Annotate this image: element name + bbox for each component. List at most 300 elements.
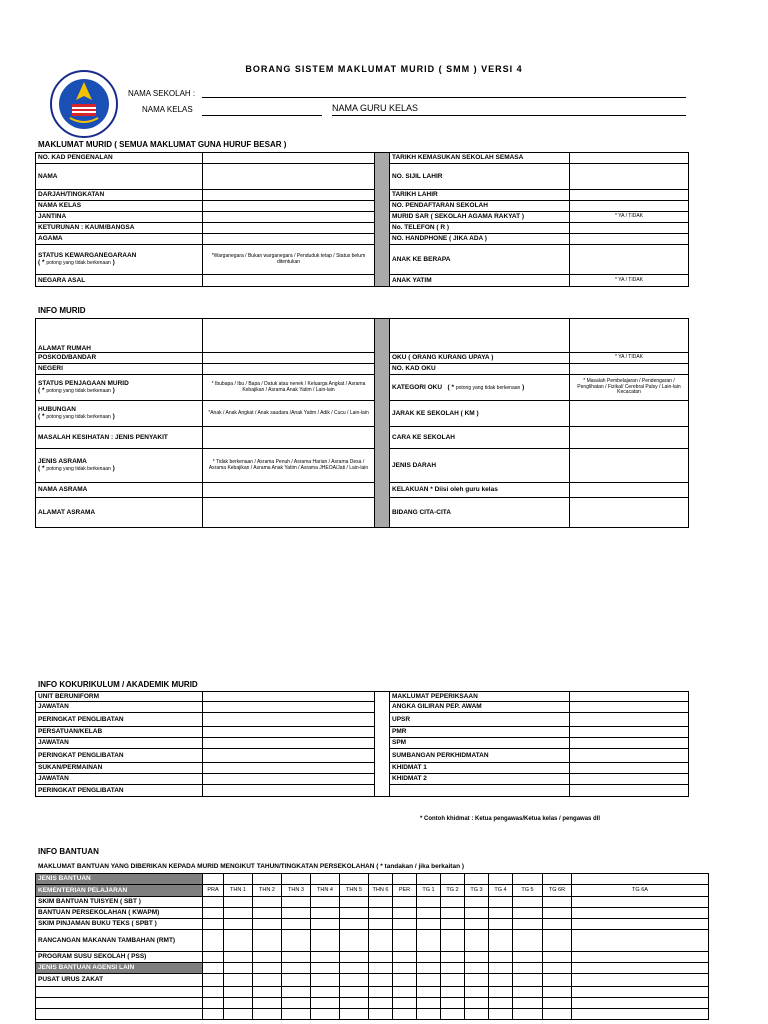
- alamat-asrama-field[interactable]: [203, 498, 375, 528]
- bantuan-checkbox-cell[interactable]: [311, 930, 340, 952]
- koku-right-field[interactable]: [570, 785, 689, 797]
- bantuan-row-label: SKIM BANTUAN TUISYEN ( SBT ): [36, 897, 203, 908]
- keturunan-field[interactable]: [203, 223, 375, 234]
- year-column-header: TG 5: [513, 885, 543, 897]
- bantuan-checkbox-cell[interactable]: [203, 963, 224, 974]
- bantuan-checkbox-cell[interactable]: [224, 919, 253, 930]
- sijil-lahir-label: NO. SIJIL LAHIR: [390, 164, 570, 190]
- jenis-asrama-options[interactable]: * Tidak berkenaan / Asrama Penuh / Asrama Harian / Asrama Desa / Asrama Kebajikan / Asrama Anak Yatim / Asrama JHEOA/Jati / Lain-lain: [203, 449, 375, 483]
- bantuan-checkbox-cell[interactable]: [465, 897, 489, 908]
- bantuan-checkbox-cell[interactable]: [253, 963, 282, 974]
- bantuan-checkbox-cell[interactable]: [253, 998, 282, 1009]
- alamat-asrama-label: ALAMAT ASRAMA: [36, 498, 203, 528]
- nama-kelas-label: NAMA KELAS: [142, 105, 193, 114]
- bantuan-checkbox-cell[interactable]: [513, 952, 543, 963]
- bantuan-checkbox-cell[interactable]: [369, 952, 393, 963]
- bantuan-checkbox-cell[interactable]: [543, 998, 572, 1009]
- bantuan-checkbox-cell[interactable]: [369, 930, 393, 952]
- darah-label: JENIS DARAH: [390, 449, 570, 483]
- tarikh-lahir-field[interactable]: [570, 190, 689, 201]
- bantuan-checkbox-cell[interactable]: [465, 974, 489, 987]
- bantuan-row-label: RANCANGAN MAKANAN TAMBAHAN (RMT): [36, 930, 203, 952]
- bantuan-checkbox-cell[interactable]: [572, 1009, 709, 1020]
- koku-right-field[interactable]: [570, 727, 689, 738]
- bantuan-checkbox-cell[interactable]: [465, 908, 489, 919]
- no-daftar-field[interactable]: [570, 201, 689, 212]
- bantuan-checkbox-cell[interactable]: [489, 998, 513, 1009]
- bantuan-checkbox-cell[interactable]: [340, 963, 369, 974]
- bantuan-checkbox-cell[interactable]: [417, 974, 441, 987]
- koku-left-label: PERINGKAT PENGLIBATAN: [36, 749, 203, 763]
- agensi-lain-label: JENIS BANTUAN AGENSI LAIN: [36, 963, 203, 974]
- agama-field[interactable]: [203, 234, 375, 245]
- year-column-header: THN 3: [282, 885, 311, 897]
- oku-option[interactable]: * YA / TIDAK: [570, 353, 689, 364]
- bantuan-checkbox-cell[interactable]: [513, 930, 543, 952]
- bantuan-checkbox-cell[interactable]: [393, 987, 417, 998]
- no-kad-oku-label: NO. KAD OKU: [390, 364, 570, 375]
- bantuan-checkbox-cell[interactable]: [465, 998, 489, 1009]
- bantuan-checkbox-cell[interactable]: [543, 930, 572, 952]
- year-column-header: TG 1: [417, 885, 441, 897]
- koku-right-empty[interactable]: [390, 785, 570, 797]
- negeri-field[interactable]: [203, 364, 375, 375]
- bantuan-checkbox-cell[interactable]: [340, 908, 369, 919]
- hubungan-options[interactable]: *Anak / Anak Angkat / Anak saudara /Anak Yatim / Adik / Cucu / Lain-lain: [203, 401, 375, 427]
- bantuan-checkbox-cell[interactable]: [417, 998, 441, 1009]
- anak-yatim-option[interactable]: * YA / TIDAK: [570, 275, 689, 287]
- koku-right-label: SPM: [390, 738, 570, 749]
- masalah-kesihatan-field[interactable]: [203, 427, 375, 449]
- murid-sar-option[interactable]: * YA / TIDAK: [570, 212, 689, 223]
- koku-right-label: ANGKA GILIRAN PEP. AWAM: [390, 702, 570, 713]
- bantuan-checkbox-cell[interactable]: [441, 897, 465, 908]
- nama-sekolah-field[interactable]: [202, 97, 686, 98]
- bantuan-checkbox-cell[interactable]: [311, 908, 340, 919]
- bantuan-checkbox-cell[interactable]: [203, 998, 224, 1009]
- koku-right-field[interactable]: [570, 702, 689, 713]
- bantuan-checkbox-cell[interactable]: [417, 963, 441, 974]
- bantuan-checkbox-cell[interactable]: [369, 987, 393, 998]
- bantuan-checkbox-cell[interactable]: [543, 919, 572, 930]
- bantuan-checkbox-cell[interactable]: [417, 874, 441, 885]
- koku-right-field[interactable]: [570, 763, 689, 774]
- bantuan-checkbox-cell[interactable]: [543, 874, 572, 885]
- bantuan-checkbox-cell[interactable]: [224, 963, 253, 974]
- year-column-header: THN 1: [224, 885, 253, 897]
- bantuan-checkbox-cell[interactable]: [369, 919, 393, 930]
- hubungan-label: HUBUNGAN ( * potong yang tidak berkenaan ): [36, 401, 203, 427]
- column-divider: [375, 153, 390, 287]
- bantuan-checkbox-cell[interactable]: [393, 1009, 417, 1020]
- bantuan-checkbox-cell[interactable]: [224, 952, 253, 963]
- bantuan-checkbox-cell[interactable]: [572, 974, 709, 987]
- bantuan-checkbox-cell[interactable]: [282, 987, 311, 998]
- bantuan-checkbox-cell[interactable]: [489, 874, 513, 885]
- bantuan-checkbox-cell[interactable]: [369, 998, 393, 1009]
- bantuan-checkbox-cell[interactable]: [340, 952, 369, 963]
- bantuan-checkbox-cell[interactable]: [253, 874, 282, 885]
- handphone-label: NO. HANDPHONE ( JIKA ADA ): [390, 234, 570, 245]
- year-column-header: THN 4: [311, 885, 340, 897]
- bantuan-checkbox-cell[interactable]: [203, 930, 224, 952]
- bantuan-checkbox-cell[interactable]: [340, 998, 369, 1009]
- bantuan-checkbox-cell[interactable]: [441, 987, 465, 998]
- bantuan-checkbox-cell[interactable]: [282, 930, 311, 952]
- bantuan-checkbox-cell[interactable]: [311, 897, 340, 908]
- bantuan-checkbox-cell[interactable]: [393, 998, 417, 1009]
- koku-left-field[interactable]: [203, 713, 375, 727]
- bantuan-checkbox-cell[interactable]: [489, 930, 513, 952]
- bantuan-checkbox-cell[interactable]: [489, 897, 513, 908]
- bantuan-checkbox-cell[interactable]: [543, 1009, 572, 1020]
- bantuan-checkbox-cell[interactable]: [543, 963, 572, 974]
- info-murid-heading: INFO MURID: [38, 306, 86, 315]
- bantuan-checkbox-cell[interactable]: [282, 998, 311, 1009]
- koku-right-label: PMR: [390, 727, 570, 738]
- jantina-field[interactable]: [203, 212, 375, 223]
- tarikh-lahir-label: TARIKH LAHIR: [390, 190, 570, 201]
- bantuan-checkbox-cell[interactable]: [253, 1009, 282, 1020]
- year-column-header: PRA: [203, 885, 224, 897]
- bantuan-row-label: SKIM PINJAMAN BUKU TEKS ( SPBT ): [36, 919, 203, 930]
- bantuan-checkbox-cell[interactable]: [441, 874, 465, 885]
- bantuan-checkbox-cell[interactable]: [417, 897, 441, 908]
- bantuan-checkbox-cell[interactable]: [203, 987, 224, 998]
- bantuan-checkbox-cell[interactable]: [489, 952, 513, 963]
- bantuan-checkbox-cell[interactable]: [224, 908, 253, 919]
- column-divider-3: [375, 692, 390, 797]
- bantuan-checkbox-cell[interactable]: [282, 974, 311, 987]
- bantuan-checkbox-cell[interactable]: [340, 897, 369, 908]
- bantuan-checkbox-cell[interactable]: [224, 998, 253, 1009]
- bantuan-checkbox-cell[interactable]: [572, 919, 709, 930]
- darah-field[interactable]: [570, 449, 689, 483]
- no-kp-label: NO. KAD PENGENALAN: [36, 153, 203, 164]
- bantuan-checkbox-cell[interactable]: [465, 952, 489, 963]
- koku-right-field[interactable]: [570, 738, 689, 749]
- alamat-rumah-extra-2[interactable]: [570, 319, 689, 353]
- bantuan-checkbox-cell[interactable]: [311, 874, 340, 885]
- bantuan-checkbox-cell[interactable]: [543, 908, 572, 919]
- bantuan-checkbox-cell[interactable]: [489, 908, 513, 919]
- bantuan-checkbox-cell[interactable]: [253, 908, 282, 919]
- contoh-khidmat-note: * Contoh khidmat : Ketua pengawas/Ketua kelas / pengawas dll: [420, 816, 601, 822]
- year-column-header: THN 5: [340, 885, 369, 897]
- bantuan-checkbox-cell[interactable]: [393, 874, 417, 885]
- negara-asal-field[interactable]: [203, 275, 375, 287]
- bantuan-checkbox-cell[interactable]: [513, 987, 543, 998]
- bantuan-checkbox-cell[interactable]: [441, 974, 465, 987]
- bantuan-checkbox-cell[interactable]: [340, 1009, 369, 1020]
- poskod-field[interactable]: [203, 353, 375, 364]
- koku-left-label: JAWATAN: [36, 738, 203, 749]
- koku-left-label: PERINGKAT PENGLIBATAN: [36, 785, 203, 797]
- bantuan-checkbox-cell[interactable]: [253, 987, 282, 998]
- bantuan-checkbox-cell[interactable]: [369, 974, 393, 987]
- kategori-oku-label: KATEGORI OKU ( * potong yang tidak berkenaan ): [390, 375, 570, 401]
- status-kw-label: STATUS KEWARGANEGARAAN ( * potong yang tidak berkenaan ): [36, 245, 203, 275]
- jantina-label: JANTINA: [36, 212, 203, 223]
- year-column-header: THN 6: [369, 885, 393, 897]
- bantuan-checkbox-cell[interactable]: [513, 874, 543, 885]
- nama-asrama-field[interactable]: [203, 483, 375, 498]
- bantuan-checkbox-cell[interactable]: [340, 930, 369, 952]
- koku-left-field[interactable]: [203, 785, 375, 797]
- bantuan-checkbox-cell[interactable]: [572, 897, 709, 908]
- bantuan-checkbox-cell[interactable]: [417, 908, 441, 919]
- koku-right-field[interactable]: [570, 749, 689, 763]
- bantuan-checkbox-cell[interactable]: [282, 908, 311, 919]
- koku-left-field[interactable]: [203, 702, 375, 713]
- kokurikulum-heading: INFO KOKURIKULUM / AKADEMIK MURID: [38, 680, 198, 689]
- bantuan-checkbox-cell[interactable]: [513, 998, 543, 1009]
- koku-left-field[interactable]: [203, 749, 375, 763]
- bantuan-checkbox-cell[interactable]: [572, 963, 709, 974]
- tarikh-masuk-field[interactable]: [570, 153, 689, 164]
- bantuan-checkbox-cell[interactable]: [311, 974, 340, 987]
- bantuan-table: [35, 873, 709, 1020]
- status-kw-options[interactable]: *Warganegara / Bukan warganegara / Penduduk tetap / Status belum ditentukan: [203, 245, 375, 275]
- bantuan-checkbox-cell[interactable]: [441, 919, 465, 930]
- maklumat-murid-table: [35, 152, 689, 287]
- bantuan-checkbox-cell[interactable]: [543, 987, 572, 998]
- year-column-header: TG 6R: [543, 885, 572, 897]
- koku-right-field[interactable]: [570, 774, 689, 785]
- bantuan-checkbox-cell[interactable]: [417, 987, 441, 998]
- bantuan-checkbox-cell[interactable]: [572, 987, 709, 998]
- status-penjagaan-label: STATUS PENJAGAAN MURID ( * potong yang tidak berkenaan ): [36, 375, 203, 401]
- bantuan-checkbox-cell[interactable]: [224, 987, 253, 998]
- bantuan-checkbox-cell[interactable]: [253, 897, 282, 908]
- status-penjagaan-options[interactable]: * Ibubapa / Ibu / Bapa / Datuk atau nenek / Keluarga Angkat / Asrama Kebajikan / Asrama Anak Yatim / Lain-lain: [203, 375, 375, 401]
- bantuan-checkbox-cell[interactable]: [489, 987, 513, 998]
- bantuan-checkbox-cell[interactable]: [441, 908, 465, 919]
- koku-left-field[interactable]: [203, 727, 375, 738]
- jenis-asrama-label: JENIS ASRAMA ( * potong yang tidak berkenaan ): [36, 449, 203, 483]
- bantuan-checkbox-cell[interactable]: [224, 974, 253, 987]
- negeri-label: NEGERI: [36, 364, 203, 375]
- bantuan-checkbox-cell[interactable]: [253, 919, 282, 930]
- kelakuan-field[interactable]: [570, 483, 689, 498]
- bantuan-checkbox-cell[interactable]: [441, 952, 465, 963]
- bantuan-checkbox-cell[interactable]: [572, 908, 709, 919]
- bantuan-checkbox-cell[interactable]: [253, 930, 282, 952]
- bantuan-checkbox-cell[interactable]: [340, 919, 369, 930]
- bantuan-checkbox-cell[interactable]: [282, 952, 311, 963]
- koku-right-label: MAKLUMAT PEPERIKSAAN: [390, 692, 570, 702]
- nama-field[interactable]: [203, 164, 375, 190]
- koku-left-field[interactable]: [203, 763, 375, 774]
- bantuan-checkbox-cell[interactable]: [282, 897, 311, 908]
- bantuan-checkbox-cell[interactable]: [253, 974, 282, 987]
- bantuan-checkbox-cell[interactable]: [311, 919, 340, 930]
- column-divider-2: [375, 319, 390, 528]
- kategori-oku-options[interactable]: * Masalah Pembelajaran / Pendengaran / Penglihatan / Fizikal/ Cerebral Palsy / Lain-lain Kecacatan: [570, 375, 689, 401]
- bantuan-checkbox-cell[interactable]: [572, 952, 709, 963]
- bantuan-checkbox-cell[interactable]: [465, 930, 489, 952]
- agama-label: AGAMA: [36, 234, 203, 245]
- bantuan-checkbox-cell[interactable]: [513, 963, 543, 974]
- maklumat-murid-heading: MAKLUMAT MURID ( SEMUA MAKLUMAT GUNA HURUF BESAR ): [38, 140, 287, 149]
- koku-right-label: SUMBANGAN PERKHIDMATAN: [390, 749, 570, 763]
- bantuan-row-label: PROGRAM SUSU SEKOLAH ( PSS): [36, 952, 203, 963]
- bantuan-checkbox-cell[interactable]: [311, 952, 340, 963]
- bantuan-empty-row: [36, 987, 203, 998]
- bantuan-checkbox-cell[interactable]: [340, 874, 369, 885]
- nama-kelas-field[interactable]: [202, 115, 322, 116]
- bantuan-checkbox-cell[interactable]: [224, 874, 253, 885]
- bantuan-checkbox-cell[interactable]: [203, 974, 224, 987]
- bantuan-checkbox-cell[interactable]: [441, 930, 465, 952]
- bantuan-checkbox-cell[interactable]: [340, 987, 369, 998]
- bantuan-checkbox-cell[interactable]: [513, 1009, 543, 1020]
- bantuan-empty-row: [36, 998, 203, 1009]
- nama-kelas-row-field[interactable]: [203, 201, 375, 212]
- nama-label: NAMA: [36, 164, 203, 190]
- bantuan-checkbox-cell[interactable]: [203, 908, 224, 919]
- bantuan-checkbox-cell[interactable]: [311, 963, 340, 974]
- bantuan-checkbox-cell[interactable]: [441, 963, 465, 974]
- bantuan-row-label: BANTUAN PERSEKOLAHAN ( KWAPM): [36, 908, 203, 919]
- bantuan-checkbox-cell[interactable]: [253, 952, 282, 963]
- form-title: BORANG SISTEM MAKLUMAT MURID ( SMM ) VERSI 4: [245, 64, 523, 74]
- bantuan-checkbox-cell[interactable]: [441, 998, 465, 1009]
- bantuan-checkbox-cell[interactable]: [513, 908, 543, 919]
- kelakuan-label: KELAKUAN * Diisi oleh guru kelas: [390, 483, 570, 498]
- bantuan-checkbox-cell[interactable]: [489, 919, 513, 930]
- koku-left-label: JAWATAN: [36, 774, 203, 785]
- bantuan-checkbox-cell[interactable]: [513, 919, 543, 930]
- bantuan-checkbox-cell[interactable]: [489, 1009, 513, 1020]
- bantuan-checkbox-cell[interactable]: [417, 919, 441, 930]
- nama-guru-kelas-field[interactable]: [332, 115, 686, 116]
- jarak-field[interactable]: [570, 401, 689, 427]
- bantuan-checkbox-cell[interactable]: [489, 963, 513, 974]
- bantuan-checkbox-cell[interactable]: [282, 874, 311, 885]
- koku-right-field[interactable]: [570, 692, 689, 702]
- bantuan-checkbox-cell[interactable]: [572, 930, 709, 952]
- bantuan-checkbox-cell[interactable]: [393, 908, 417, 919]
- bantuan-checkbox-cell[interactable]: [465, 1009, 489, 1020]
- no-daftar-label: NO. PENDAFTARAN SEKOLAH: [390, 201, 570, 212]
- telefon-field[interactable]: [570, 223, 689, 234]
- darjah-field[interactable]: [203, 190, 375, 201]
- bantuan-checkbox-cell[interactable]: [311, 987, 340, 998]
- anak-yatim-label: ANAK YATIM: [390, 275, 570, 287]
- koku-left-field[interactable]: [203, 774, 375, 785]
- year-column-header: TG 2: [441, 885, 465, 897]
- koku-left-field[interactable]: [203, 738, 375, 749]
- bantuan-subheading: MAKLUMAT BANTUAN YANG DIBERIKAN KEPADA MURID MENGIKUT TAHUN/TINGKATAN PERSEKOLAHAN ( * tandakan / jika berkaitan ): [38, 863, 465, 870]
- cita-field[interactable]: [570, 498, 689, 528]
- koku-left-label: UNIT BERUNIFORM: [36, 692, 203, 702]
- no-kad-oku-field[interactable]: [570, 364, 689, 375]
- cara-field[interactable]: [570, 427, 689, 449]
- bantuan-checkbox-cell[interactable]: [441, 1009, 465, 1020]
- bantuan-checkbox-cell[interactable]: [393, 930, 417, 952]
- bantuan-checkbox-cell[interactable]: [393, 897, 417, 908]
- bantuan-checkbox-cell[interactable]: [393, 974, 417, 987]
- year-column-header: TG 3: [465, 885, 489, 897]
- bantuan-checkbox-cell[interactable]: [311, 998, 340, 1009]
- anak-ke-field[interactable]: [570, 245, 689, 275]
- year-column-header: TG 6A: [572, 885, 709, 897]
- bantuan-checkbox-cell[interactable]: [282, 1009, 311, 1020]
- bantuan-checkbox-cell[interactable]: [543, 897, 572, 908]
- jenis-bantuan-label: JENIS BANTUAN: [36, 874, 203, 885]
- bantuan-checkbox-cell[interactable]: [369, 1009, 393, 1020]
- bantuan-checkbox-cell[interactable]: [203, 1009, 224, 1020]
- bantuan-checkbox-cell[interactable]: [393, 963, 417, 974]
- bantuan-checkbox-cell[interactable]: [340, 974, 369, 987]
- pusat-zakat-label: PUSAT URUS ZAKAT: [36, 974, 203, 987]
- bantuan-checkbox-cell[interactable]: [465, 963, 489, 974]
- tarikh-masuk-label: TARIKH KEMASUKAN SEKOLAH SEMASA: [390, 153, 570, 164]
- bantuan-checkbox-cell[interactable]: [369, 963, 393, 974]
- bantuan-checkbox-cell[interactable]: [543, 952, 572, 963]
- keturunan-label: KETURUNAN : KAUM/BANGSA: [36, 223, 203, 234]
- koku-left-label: PERSATUAN/KELAB: [36, 727, 203, 738]
- bantuan-checkbox-cell[interactable]: [572, 874, 709, 885]
- koku-left-label: PERINGKAT PENGLIBATAN: [36, 713, 203, 727]
- koku-left-field[interactable]: [203, 692, 375, 702]
- poskod-label: POSKOD/BANDAR: [36, 353, 203, 364]
- bantuan-checkbox-cell[interactable]: [417, 1009, 441, 1020]
- alamat-rumah-extra[interactable]: [390, 319, 570, 353]
- handphone-field[interactable]: [570, 234, 689, 245]
- bantuan-checkbox-cell[interactable]: [417, 952, 441, 963]
- bantuan-checkbox-cell[interactable]: [311, 1009, 340, 1020]
- bantuan-checkbox-cell[interactable]: [393, 952, 417, 963]
- no-kp-field[interactable]: [203, 153, 375, 164]
- bantuan-checkbox-cell[interactable]: [543, 974, 572, 987]
- bantuan-checkbox-cell[interactable]: [572, 998, 709, 1009]
- bantuan-checkbox-cell[interactable]: [282, 919, 311, 930]
- bantuan-checkbox-cell[interactable]: [224, 930, 253, 952]
- bantuan-checkbox-cell[interactable]: [282, 963, 311, 974]
- bantuan-checkbox-cell[interactable]: [513, 897, 543, 908]
- negara-asal-label: NEGARA ASAL: [36, 275, 203, 287]
- bantuan-checkbox-cell[interactable]: [369, 908, 393, 919]
- nama-sekolah-label: NAMA SEKOLAH :: [128, 89, 196, 98]
- oku-label: OKU ( ORANG KURANG UPAYA ): [390, 353, 570, 364]
- bantuan-heading: INFO BANTUAN: [38, 847, 99, 856]
- bantuan-checkbox-cell[interactable]: [203, 952, 224, 963]
- bantuan-checkbox-cell[interactable]: [465, 874, 489, 885]
- bantuan-checkbox-cell[interactable]: [465, 987, 489, 998]
- sijil-lahir-field[interactable]: [570, 164, 689, 190]
- info-murid-table: [35, 318, 689, 528]
- bantuan-checkbox-cell[interactable]: [203, 919, 224, 930]
- bantuan-checkbox-cell[interactable]: [369, 897, 393, 908]
- bantuan-checkbox-cell[interactable]: [203, 874, 224, 885]
- bantuan-checkbox-cell[interactable]: [465, 919, 489, 930]
- cita-label: BIDANG CITA-CITA: [390, 498, 570, 528]
- bantuan-checkbox-cell[interactable]: [224, 897, 253, 908]
- koku-right-field[interactable]: [570, 713, 689, 727]
- year-column-header: TG 4: [489, 885, 513, 897]
- alamat-rumah-field[interactable]: [203, 319, 375, 353]
- bantuan-checkbox-cell[interactable]: [393, 919, 417, 930]
- bantuan-checkbox-cell[interactable]: [203, 897, 224, 908]
- bantuan-checkbox-cell[interactable]: [489, 974, 513, 987]
- bantuan-checkbox-cell[interactable]: [513, 974, 543, 987]
- bantuan-checkbox-cell[interactable]: [224, 1009, 253, 1020]
- telefon-label: No. TELEFON ( R ): [390, 223, 570, 234]
- bantuan-checkbox-cell[interactable]: [417, 930, 441, 952]
- bantuan-checkbox-cell[interactable]: [369, 874, 393, 885]
